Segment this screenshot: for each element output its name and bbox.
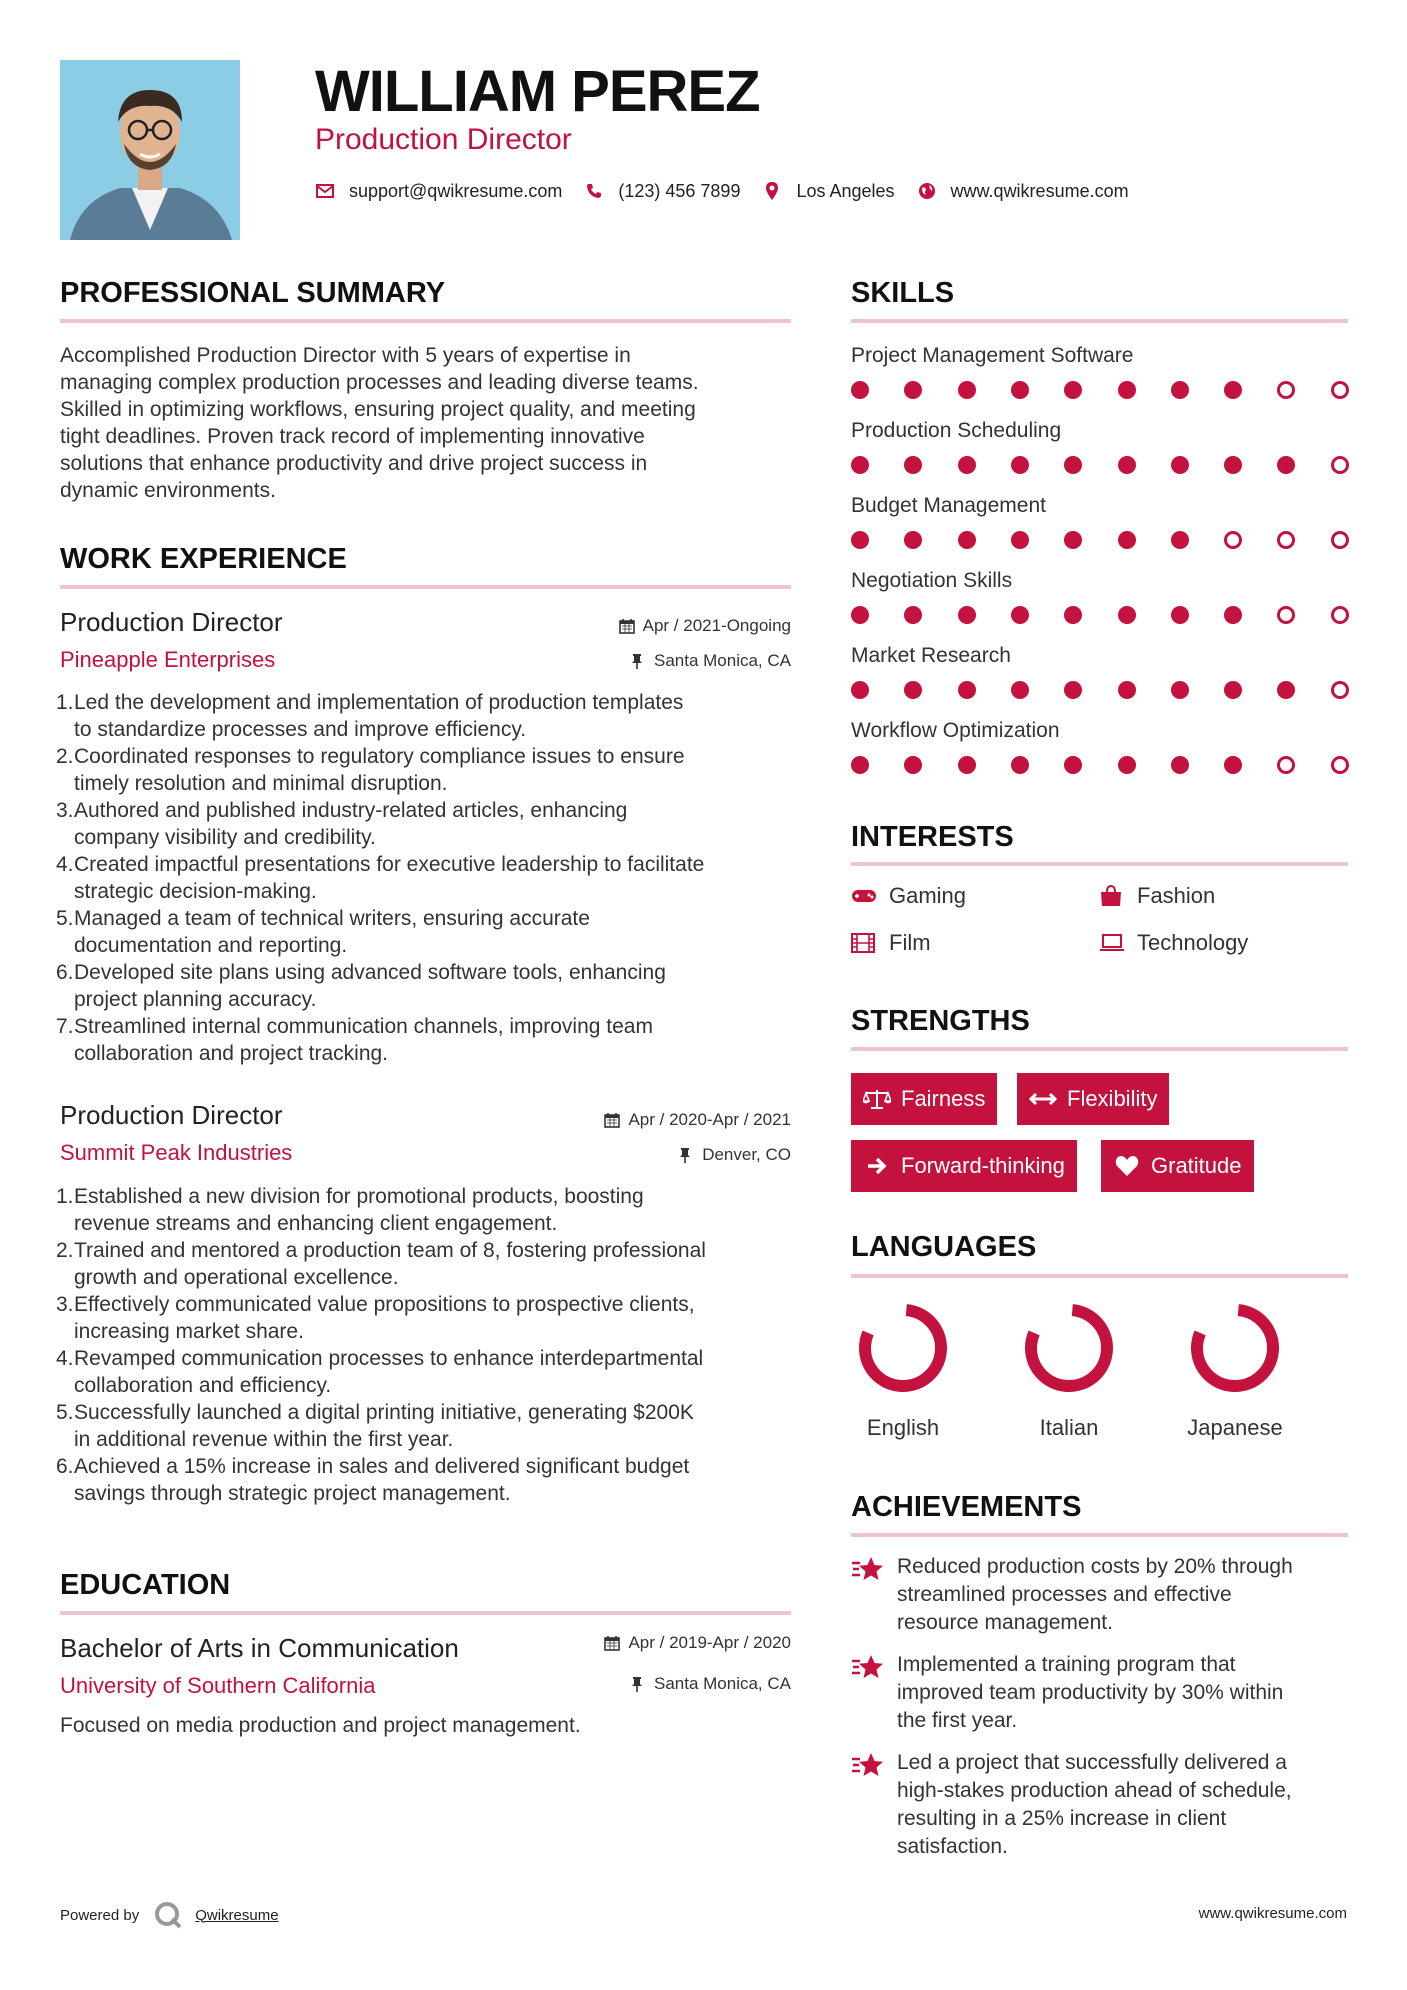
profile-photo bbox=[60, 60, 240, 240]
bullet-line: Successfully launched a digital printing initiative, generating $200K bbox=[74, 1401, 694, 1424]
job-bullets bbox=[56, 1183, 796, 1507]
job-location-text: Denver, CO bbox=[702, 1145, 791, 1164]
achievement-line: satisfaction. bbox=[897, 1835, 1008, 1858]
skill-dot-filled bbox=[851, 456, 869, 474]
education-heading: EDUCATION bbox=[60, 1569, 231, 1601]
bullet-number: 6. bbox=[56, 1455, 74, 1478]
skill-dot-filled bbox=[1118, 381, 1136, 399]
strength-label: Forward-thinking bbox=[901, 1153, 1065, 1178]
job-dates-text: Apr / 2020-Apr / 2021 bbox=[628, 1110, 791, 1129]
skill-dot-filled bbox=[904, 606, 922, 624]
bullet-line: Trained and mentored a production team of 8, fostering professional bbox=[74, 1239, 706, 1262]
skill-dot-filled bbox=[958, 531, 976, 549]
strength-tag-flexibility bbox=[1017, 1073, 1169, 1125]
bullet-number: 7. bbox=[56, 1015, 74, 1038]
education-divider bbox=[60, 1611, 791, 1615]
contact-bar bbox=[315, 178, 1151, 204]
star-icon bbox=[851, 1653, 885, 1683]
bullet-line: to standardize processes and improve efficiency. bbox=[74, 718, 527, 741]
skill-name: Workflow Optimization bbox=[851, 719, 1060, 742]
skill-dot-filled bbox=[904, 531, 922, 549]
interests-divider bbox=[851, 862, 1348, 866]
list-item bbox=[56, 1013, 796, 1067]
skill-dot-filled bbox=[1064, 756, 1082, 774]
skill-dot-filled bbox=[1171, 456, 1189, 474]
job-dates bbox=[619, 615, 791, 637]
strengths-heading: STRENGTHS bbox=[851, 1005, 1030, 1037]
map-pin-icon bbox=[762, 181, 782, 201]
footer-powered-by bbox=[60, 1900, 279, 1930]
summary-line: Accomplished Production Director with 5 years of expertise in bbox=[60, 344, 631, 367]
bullet-line: Revamped communication processes to enhance interdepartmental bbox=[74, 1347, 704, 1370]
bullet-line: growth and operational excellence. bbox=[74, 1266, 399, 1289]
skill-name: Project Management Software bbox=[851, 344, 1134, 367]
bullet-line: strategic decision-making. bbox=[74, 880, 317, 903]
powered-by-text: Powered by bbox=[60, 1906, 140, 1924]
skill-dot-filled bbox=[958, 456, 976, 474]
skill-dot-filled bbox=[1118, 606, 1136, 624]
skill-dot-filled bbox=[1171, 681, 1189, 699]
summary-line: managing complex production processes and leading diverse teams. bbox=[60, 371, 699, 394]
skill-dot-filled bbox=[1011, 456, 1029, 474]
job-company: Pineapple Enterprises bbox=[60, 647, 276, 672]
interest-film bbox=[851, 930, 931, 956]
job-company: Summit Peak Industries bbox=[60, 1140, 293, 1165]
skill-dot-filled bbox=[958, 606, 976, 624]
laptop-icon bbox=[1099, 933, 1125, 953]
language-name: English bbox=[866, 1415, 940, 1440]
pushpin-icon bbox=[678, 1147, 694, 1163]
bullet-number: 3. bbox=[56, 1293, 74, 1316]
globe-icon bbox=[917, 181, 937, 201]
skill-dot-empty bbox=[1331, 381, 1349, 399]
envelope-icon bbox=[315, 181, 335, 201]
skill-dot-filled bbox=[904, 756, 922, 774]
location-text: Los Angeles bbox=[796, 180, 895, 201]
interest-fashion bbox=[1099, 883, 1215, 909]
skill-dot-filled bbox=[1118, 756, 1136, 774]
skill-dot-filled bbox=[1118, 456, 1136, 474]
phone-icon bbox=[584, 181, 604, 201]
experience-divider bbox=[60, 585, 791, 589]
education-dates-text: Apr / 2019-Apr / 2020 bbox=[628, 1633, 791, 1652]
skill-rating bbox=[851, 606, 1351, 624]
film-icon bbox=[851, 933, 877, 953]
job-location bbox=[630, 650, 791, 672]
star-icon bbox=[851, 1751, 885, 1781]
skill-dot-filled bbox=[1277, 456, 1295, 474]
list-item bbox=[56, 1345, 796, 1399]
skill-dot-filled bbox=[958, 681, 976, 699]
summary-line: Skilled in optimizing workflows, ensuring project quality, and meeting bbox=[60, 398, 696, 421]
phone-text: (123) 456 7899 bbox=[618, 180, 741, 201]
bullet-line: project planning accuracy. bbox=[74, 988, 317, 1011]
skill-dot-filled bbox=[1011, 681, 1029, 699]
skill-dot-filled bbox=[904, 681, 922, 699]
achievement-line: improved team productivity by 30% within bbox=[897, 1681, 1284, 1704]
pushpin-icon bbox=[630, 1676, 646, 1692]
education-dates bbox=[604, 1632, 791, 1654]
skill-dot-empty bbox=[1277, 606, 1295, 624]
education-school: University of Southern California bbox=[60, 1673, 376, 1698]
bullet-number: 1. bbox=[56, 691, 74, 714]
bullet-line: Achieved a 15% increase in sales and delivered significant budget bbox=[74, 1455, 690, 1478]
summary-line: tight deadlines. Proven track record of implementing innovative bbox=[60, 425, 645, 448]
experience-heading: WORK EXPERIENCE bbox=[60, 543, 347, 575]
list-item bbox=[56, 959, 796, 1013]
bullet-line: Effectively communicated value propositions to prospective clients, bbox=[74, 1293, 695, 1316]
skill-dot-filled bbox=[1064, 381, 1082, 399]
languages-divider bbox=[851, 1274, 1348, 1278]
bullet-line: collaboration and efficiency. bbox=[74, 1374, 332, 1397]
bullet-line: Established a new division for promotional products, boosting bbox=[74, 1185, 644, 1208]
skill-dot-filled bbox=[1064, 531, 1082, 549]
skill-dot-filled bbox=[958, 381, 976, 399]
skill-dot-empty bbox=[1277, 381, 1295, 399]
bullet-line: in additional revenue within the first year. bbox=[74, 1428, 454, 1451]
skill-name: Budget Management bbox=[851, 494, 1046, 517]
summary-heading: PROFESSIONAL SUMMARY bbox=[60, 277, 446, 309]
skill-rating bbox=[851, 531, 1351, 549]
list-item bbox=[56, 1291, 796, 1345]
summary-line: solutions that enhance productivity and drive project success in bbox=[60, 452, 648, 475]
list-item bbox=[56, 1183, 796, 1237]
bullet-line: Authored and published industry-related articles, enhancing bbox=[74, 799, 628, 822]
list-item bbox=[56, 1399, 796, 1453]
skill-dot-empty bbox=[1277, 531, 1295, 549]
strength-label: Gratitude bbox=[1151, 1153, 1242, 1178]
job-title: Production Director bbox=[60, 607, 283, 637]
heart-icon bbox=[1113, 1154, 1141, 1178]
achievement-item bbox=[851, 1553, 1347, 1637]
bullet-number: 2. bbox=[56, 745, 74, 768]
candidate-title: Production Director bbox=[315, 123, 572, 156]
job-dates bbox=[604, 1109, 791, 1131]
bullet-line: Created impactful presentations for executive leadership to facilitate bbox=[74, 853, 705, 876]
skill-dot-filled bbox=[1224, 756, 1242, 774]
skill-dot-empty bbox=[1331, 606, 1349, 624]
job-location bbox=[678, 1144, 791, 1166]
skills-divider bbox=[851, 319, 1348, 323]
skill-dot-empty bbox=[1331, 756, 1349, 774]
achievement-item bbox=[851, 1651, 1347, 1735]
education-degree: Bachelor of Arts in Communication bbox=[60, 1633, 459, 1663]
gamepad-icon bbox=[851, 886, 877, 906]
list-item bbox=[56, 905, 796, 959]
skill-name: Market Research bbox=[851, 644, 1011, 667]
skill-rating bbox=[851, 681, 1351, 699]
skill-dot-filled bbox=[851, 381, 869, 399]
strength-label: Flexibility bbox=[1067, 1086, 1158, 1111]
bullet-line: collaboration and project tracking. bbox=[74, 1042, 389, 1065]
bullet-number: 2. bbox=[56, 1239, 74, 1262]
skill-dot-filled bbox=[1011, 531, 1029, 549]
list-item bbox=[56, 1453, 796, 1507]
achievements-divider bbox=[851, 1533, 1348, 1537]
shopping-bag-icon bbox=[1099, 886, 1125, 906]
bullet-line: Developed site plans using advanced software tools, enhancing bbox=[74, 961, 666, 984]
skill-dot-filled bbox=[851, 531, 869, 549]
strengths-divider bbox=[851, 1047, 1348, 1051]
brand-link[interactable]: Qwikresume bbox=[195, 1906, 279, 1924]
skill-dot-empty bbox=[1331, 456, 1349, 474]
job-location-text: Santa Monica, CA bbox=[653, 651, 791, 670]
skill-dot-filled bbox=[851, 756, 869, 774]
education-location bbox=[630, 1673, 791, 1695]
contact-location bbox=[762, 181, 894, 202]
language-ring bbox=[1170, 1298, 1300, 1403]
achievement-line: resource management. bbox=[897, 1611, 1113, 1634]
calendar-icon bbox=[604, 1635, 620, 1651]
calendar-icon bbox=[619, 618, 635, 634]
bullet-line: Managed a team of technical writers, ensuring accurate bbox=[74, 907, 590, 930]
job-bullets bbox=[56, 689, 796, 1067]
skill-dot-filled bbox=[1064, 606, 1082, 624]
skill-rating bbox=[851, 756, 1351, 774]
skill-name: Negotiation Skills bbox=[851, 569, 1013, 592]
candidate-name: WILLIAM PEREZ bbox=[315, 59, 760, 124]
bullet-number: 5. bbox=[56, 907, 74, 930]
skill-dot-filled bbox=[1171, 606, 1189, 624]
skill-dot-empty bbox=[1224, 531, 1242, 549]
skills-heading: SKILLS bbox=[851, 277, 955, 309]
bullet-line: revenue streams and enhancing client engagement. bbox=[74, 1212, 558, 1235]
bullet-line: timely resolution and minimal disruption. bbox=[74, 772, 448, 795]
achievement-line: the first year. bbox=[897, 1709, 1018, 1732]
bullet-number: 3. bbox=[56, 799, 74, 822]
language-ring bbox=[838, 1298, 968, 1403]
interest-label: Gaming bbox=[889, 883, 967, 908]
contact-website[interactable] bbox=[917, 181, 1129, 202]
skill-rating bbox=[851, 381, 1351, 399]
skill-dot-filled bbox=[958, 756, 976, 774]
education-location-text: Santa Monica, CA bbox=[653, 1674, 791, 1693]
achievement-line: Led a project that successfully delivered a bbox=[897, 1751, 1287, 1774]
skill-dot-filled bbox=[851, 606, 869, 624]
skill-rating bbox=[851, 456, 1351, 474]
achievement-line: resulting in a 25% increase in client bbox=[897, 1807, 1227, 1830]
skill-dot-filled bbox=[1277, 681, 1295, 699]
bullet-line: Led the development and implementation of production templates bbox=[74, 691, 684, 714]
summary-line: dynamic environments. bbox=[60, 479, 276, 502]
skill-dot-filled bbox=[1011, 381, 1029, 399]
pushpin-icon bbox=[630, 653, 646, 669]
footer-website[interactable]: www.qwikresume.com bbox=[1198, 1905, 1347, 1922]
skill-dot-filled bbox=[1171, 531, 1189, 549]
bullet-line: Streamlined internal communication channels, improving team bbox=[74, 1015, 653, 1038]
arrow-right-icon bbox=[863, 1154, 891, 1178]
bullet-line: increasing market share. bbox=[74, 1320, 304, 1343]
skill-dot-filled bbox=[851, 681, 869, 699]
interest-label: Fashion bbox=[1137, 883, 1216, 908]
job-title: Production Director bbox=[60, 1100, 283, 1130]
achievement-line: Reduced production costs by 20% through bbox=[897, 1555, 1293, 1578]
calendar-icon bbox=[604, 1112, 620, 1128]
bullet-number: 4. bbox=[56, 1347, 74, 1370]
skill-dot-empty bbox=[1331, 681, 1349, 699]
balance-scale-icon bbox=[863, 1087, 891, 1111]
strength-tag-forward-thinking bbox=[851, 1140, 1077, 1192]
skill-name: Production Scheduling bbox=[851, 419, 1062, 442]
skill-dot-filled bbox=[1064, 456, 1082, 474]
skill-dot-empty bbox=[1277, 756, 1295, 774]
skill-dot-filled bbox=[1224, 681, 1242, 699]
skill-dot-filled bbox=[1064, 681, 1082, 699]
language-ring bbox=[1004, 1298, 1134, 1403]
achievement-line: high-stakes production ahead of schedule, bbox=[897, 1779, 1292, 1802]
skill-dot-filled bbox=[1011, 756, 1029, 774]
bullet-number: 4. bbox=[56, 853, 74, 876]
achievements-heading: ACHIEVEMENTS bbox=[851, 1491, 1082, 1523]
language-name: Japanese bbox=[1187, 1415, 1283, 1440]
language-name: Italian bbox=[1039, 1415, 1099, 1440]
interest-technology bbox=[1099, 930, 1248, 956]
skill-dot-filled bbox=[1171, 381, 1189, 399]
skill-dot-filled bbox=[1118, 531, 1136, 549]
list-item bbox=[56, 689, 796, 743]
bullet-line: company visibility and credibility. bbox=[74, 826, 376, 849]
interests-heading: INTERESTS bbox=[851, 821, 1014, 853]
bullet-number: 5. bbox=[56, 1401, 74, 1424]
skill-dot-filled bbox=[1011, 606, 1029, 624]
interest-label: Film bbox=[889, 930, 931, 955]
bullet-number: 6. bbox=[56, 961, 74, 984]
languages-heading: LANGUAGES bbox=[851, 1231, 1037, 1263]
contact-phone[interactable] bbox=[584, 181, 740, 202]
bullet-line: documentation and reporting. bbox=[74, 934, 348, 957]
skill-dot-filled bbox=[904, 381, 922, 399]
email-text: support@qwikresume.com bbox=[349, 180, 563, 201]
list-item bbox=[56, 851, 796, 905]
skill-dot-filled bbox=[1224, 456, 1242, 474]
interest-label: Technology bbox=[1137, 930, 1249, 955]
bullet-number: 1. bbox=[56, 1185, 74, 1208]
achievement-item bbox=[851, 1749, 1347, 1861]
skill-dot-filled bbox=[1171, 756, 1189, 774]
education-description: Focused on media production and project management. bbox=[60, 1714, 581, 1737]
skill-dot-filled bbox=[1224, 606, 1242, 624]
bullet-line: Coordinated responses to regulatory compliance issues to ensure bbox=[74, 745, 685, 768]
achievement-line: streamlined processes and effective bbox=[897, 1583, 1232, 1606]
summary-divider bbox=[60, 319, 791, 323]
list-item bbox=[56, 1237, 796, 1291]
skill-dot-empty bbox=[1331, 531, 1349, 549]
qwikresume-logo-icon bbox=[153, 1900, 183, 1930]
list-item bbox=[56, 743, 796, 797]
summary-text bbox=[60, 342, 800, 504]
website-text: www.qwikresume.com bbox=[950, 180, 1129, 201]
star-icon bbox=[851, 1555, 885, 1585]
strength-tag-fairness bbox=[851, 1073, 997, 1125]
skill-dot-filled bbox=[1118, 681, 1136, 699]
skill-dot-filled bbox=[1224, 381, 1242, 399]
list-item bbox=[56, 797, 796, 851]
bullet-line: savings through strategic project management. bbox=[74, 1482, 511, 1505]
strength-label: Fairness bbox=[901, 1086, 986, 1111]
job-dates-text: Apr / 2021-Ongoing bbox=[642, 616, 791, 635]
skill-dot-filled bbox=[904, 456, 922, 474]
interest-gaming bbox=[851, 883, 966, 909]
contact-email[interactable] bbox=[315, 181, 562, 202]
arrows-horizontal-icon bbox=[1029, 1087, 1057, 1111]
achievement-line: Implemented a training program that bbox=[897, 1653, 1236, 1676]
strength-tag-gratitude bbox=[1101, 1140, 1254, 1192]
